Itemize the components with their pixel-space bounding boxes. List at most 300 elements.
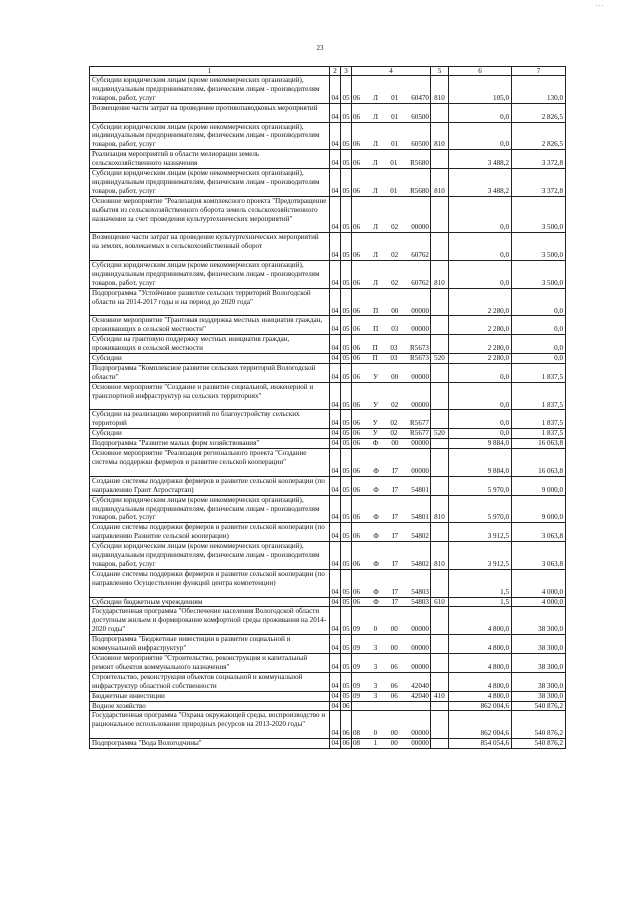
target-article-part: 0 bbox=[373, 625, 378, 634]
row-description: Создание системы поддержки фермеров и развитие сельской кооперации (по направлению Развитие сельской кооперации) bbox=[90, 523, 330, 542]
target-article-part: 06 bbox=[353, 112, 361, 121]
row-col2-code: 04 bbox=[330, 711, 341, 739]
table-row bbox=[90, 288, 566, 316]
table-row bbox=[90, 542, 566, 570]
row-col3-code: 05 bbox=[341, 363, 352, 382]
target-article-part: 06 bbox=[353, 513, 361, 522]
target-article-part: 06 bbox=[353, 354, 361, 363]
row-amount-col7: 2 826,5 bbox=[512, 122, 566, 150]
row-description: Основное мероприятие "Грантовая поддержка местных инициатив граждан, проживающих в сельской местности" bbox=[90, 316, 330, 335]
row-amount-col6: 0,0 bbox=[449, 103, 512, 122]
row-expense-type bbox=[431, 150, 449, 169]
row-target-article bbox=[352, 476, 431, 495]
target-article-part: I7 bbox=[392, 597, 399, 606]
target-article-part: 06 bbox=[353, 587, 361, 596]
row-expense-type: 810 bbox=[431, 261, 449, 289]
target-article-part: 00000 bbox=[411, 662, 429, 671]
target-article-parts bbox=[353, 560, 429, 569]
row-amount-col7: 1 837,5 bbox=[512, 382, 566, 410]
row-target-article bbox=[352, 739, 431, 749]
target-article-part: 02 bbox=[391, 278, 399, 287]
row-col2-code: 04 bbox=[331, 597, 339, 606]
row-col2-code: 04 bbox=[330, 653, 341, 672]
target-article-part: 06 bbox=[353, 186, 361, 195]
target-article-parts bbox=[353, 187, 429, 196]
row-amount-col6: 0,0 bbox=[449, 363, 512, 382]
target-article-part: 3 bbox=[373, 662, 378, 671]
table-row bbox=[90, 449, 566, 477]
target-article-part: 00 bbox=[390, 644, 398, 653]
row-amount-col6: 9 884,0 bbox=[449, 449, 512, 477]
row-amount-col7: 0,0 bbox=[512, 354, 566, 364]
target-article-parts bbox=[353, 682, 429, 691]
target-article-part: 08 bbox=[353, 739, 361, 748]
row-col3-code: 05 bbox=[341, 607, 352, 635]
target-article-part: У bbox=[373, 372, 379, 381]
row-expense-type bbox=[431, 335, 449, 354]
row-target-article bbox=[352, 233, 431, 261]
target-article-part: У bbox=[372, 429, 378, 438]
target-article-part: 06 bbox=[390, 662, 398, 671]
target-article-part: 06 bbox=[390, 691, 398, 700]
row-amount-col7: 0,0 bbox=[512, 288, 566, 316]
row-col3-code: 06 bbox=[342, 739, 350, 748]
target-article-parts bbox=[353, 419, 429, 428]
table-row bbox=[90, 597, 566, 607]
row-amount-col6: 105,0 bbox=[449, 76, 512, 104]
target-article-part: 06 bbox=[353, 400, 361, 409]
row-amount-col7: 38 300,0 bbox=[512, 635, 566, 654]
row-target-article bbox=[352, 607, 431, 635]
row-expense-type bbox=[431, 363, 449, 382]
target-article-part: П bbox=[373, 325, 379, 334]
row-description: Субсидии юридическим лицам (кроме некоммерческих организаций), индивидуальным предпринимателям, физическим лицам - производителям товаров, работ, услуг bbox=[90, 542, 330, 570]
target-article-parts bbox=[353, 588, 429, 597]
row-col2-code: 04 bbox=[331, 439, 339, 448]
row-target-article bbox=[352, 691, 431, 701]
target-article-part: Л bbox=[372, 159, 378, 168]
target-article-part: 06 bbox=[353, 439, 361, 448]
row-amount-col7: 3 063,8 bbox=[512, 523, 566, 542]
row-expense-type bbox=[431, 233, 449, 261]
target-article-part: 01 bbox=[391, 112, 399, 121]
target-article-part: Ф bbox=[373, 485, 379, 494]
target-article-part: Ф bbox=[373, 587, 379, 596]
row-description: Государственная программа "Охрана окружающей среды, воспроизводство и рациональное использование природных ресурсов на 2013-2020 годы" bbox=[90, 711, 330, 739]
row-col3-code: 05 bbox=[341, 150, 352, 169]
target-article-part: 09 bbox=[353, 691, 361, 700]
table-row bbox=[90, 363, 566, 382]
row-amount-col6: 0,0 bbox=[449, 410, 512, 429]
row-amount-col6: 0,0 bbox=[449, 382, 512, 410]
row-col2-code: 04 bbox=[330, 169, 341, 197]
row-description: Бюджетные инвестиции bbox=[90, 691, 330, 701]
target-article-part: 00000 bbox=[411, 223, 429, 232]
table-row bbox=[90, 103, 566, 122]
row-col3-code: 05 bbox=[341, 335, 352, 354]
target-article-part: У bbox=[373, 400, 379, 409]
row-description: Возмещение части затрат на проведение противопаводковых мероприятий bbox=[90, 103, 330, 122]
table-row bbox=[90, 635, 566, 654]
target-article-part: П bbox=[372, 344, 378, 353]
row-expense-type bbox=[431, 382, 449, 410]
row-col3-code: 05 bbox=[342, 597, 350, 606]
row-expense-type bbox=[431, 196, 449, 233]
target-article-part: 06 bbox=[353, 306, 361, 315]
row-col2-code: 04 bbox=[331, 354, 339, 363]
target-article-part: Ф bbox=[373, 559, 379, 568]
table-row bbox=[90, 701, 566, 711]
target-article-parts bbox=[353, 439, 429, 448]
target-article-parts bbox=[353, 401, 429, 410]
table-row bbox=[90, 711, 566, 739]
row-expense-type bbox=[431, 523, 449, 542]
target-article-part: R5677 bbox=[410, 429, 429, 438]
row-amount-col6: 862 004,6 bbox=[449, 711, 512, 739]
target-article-parts bbox=[353, 354, 429, 363]
row-amount-col7: 4 000,0 bbox=[512, 597, 566, 607]
row-expense-type: 810 bbox=[431, 542, 449, 570]
target-article-part: 3 bbox=[373, 644, 378, 653]
row-description: Субсидии юридическим лицам (кроме некоммерческих организаций), индивидуальным предпринимателям, физическим лицам - производителям товаров, работ, услуг bbox=[90, 261, 330, 289]
target-article-part: 06 bbox=[353, 344, 361, 353]
column-number-row bbox=[90, 67, 566, 76]
row-description: Субсидии бюджетным учреждениям bbox=[90, 597, 330, 607]
target-article-parts bbox=[353, 429, 429, 438]
row-target-article bbox=[352, 569, 431, 597]
target-article-part: Ф bbox=[373, 597, 379, 606]
target-article-parts bbox=[353, 159, 429, 168]
row-amount-col6: 2 280,0 bbox=[449, 288, 512, 316]
row-description: Субсидии bbox=[90, 354, 330, 364]
target-article-part: 09 bbox=[353, 625, 361, 634]
row-description: Субсидии на грантовую поддержку местных инициатив граждан, проживающих в сельской местности bbox=[90, 335, 330, 354]
row-expense-type bbox=[431, 607, 449, 635]
row-amount-col7: 3 372,8 bbox=[512, 169, 566, 197]
target-article-part: 00000 bbox=[411, 400, 429, 409]
table-row bbox=[90, 150, 566, 169]
row-target-article bbox=[352, 288, 431, 316]
row-amount-col7: 130,0 bbox=[512, 76, 566, 104]
row-description: Реализация мероприятий в области мелиорации земель сельскохозяйственного назначения bbox=[90, 150, 330, 169]
row-target-article bbox=[352, 410, 431, 429]
col-header-2: 2 bbox=[330, 67, 341, 76]
row-amount-col6: 4 800,0 bbox=[449, 635, 512, 654]
target-article-part: Ф bbox=[373, 532, 379, 541]
row-col3-code: 05 bbox=[341, 653, 352, 672]
target-article-parts bbox=[353, 325, 429, 334]
row-description: Возмещение части затрат на проведение культуртехнических мероприятий на землях, вовлекаемых в сельскохозяйственный оборот bbox=[90, 233, 330, 261]
table-row bbox=[90, 335, 566, 354]
row-target-article bbox=[352, 701, 431, 711]
page-number: 23 bbox=[316, 44, 324, 52]
row-description: Субсидии юридическим лицам (кроме некоммерческих организаций), индивидуальным предпринимателям, физическим лицам - производителям товаров, работ, услуг bbox=[90, 495, 330, 523]
target-article-part: Л bbox=[372, 186, 378, 195]
target-article-part: 09 bbox=[353, 644, 361, 653]
row-target-article bbox=[352, 672, 431, 691]
row-amount-col7: 38 300,0 bbox=[512, 607, 566, 635]
row-col3-code: 05 bbox=[341, 233, 352, 261]
row-expense-type: 810 bbox=[431, 122, 449, 150]
row-col3-code: 05 bbox=[341, 169, 352, 197]
corner-mark: . . . bbox=[596, 2, 604, 8]
row-description: Основное мероприятие "Реализация комплексного проекта "Предотвращение выбытия из сельскохозяйственного оборота земель сельскохозяйственного назначения за счет проведения культуртехнических мероприятий" bbox=[90, 196, 330, 233]
row-col2-code: 04 bbox=[330, 288, 341, 316]
target-article-part: 03 bbox=[391, 325, 399, 334]
row-target-article bbox=[352, 150, 431, 169]
row-expense-type bbox=[431, 476, 449, 495]
target-article-part: 09 bbox=[353, 681, 361, 690]
row-expense-type bbox=[431, 635, 449, 654]
target-article-part: I7 bbox=[392, 485, 399, 494]
row-description: Подпрограмма "Устойчивое развитие сельских территорий Вологодской области на 2014-2017 годы и на период до 2020 года" bbox=[90, 288, 330, 316]
row-col3-code: 05 bbox=[341, 569, 352, 597]
row-col2-code: 04 bbox=[331, 691, 339, 700]
row-target-article bbox=[352, 495, 431, 523]
target-article-part: Л bbox=[373, 223, 378, 232]
target-article-part: I7 bbox=[392, 532, 399, 541]
row-col2-code: 04 bbox=[330, 261, 341, 289]
table-row bbox=[90, 607, 566, 635]
target-article-parts bbox=[353, 373, 429, 382]
target-article-parts bbox=[353, 739, 429, 748]
row-amount-col6: 1,5 bbox=[449, 597, 512, 607]
target-article-part: 60762 bbox=[411, 251, 429, 260]
row-col2-code: 04 bbox=[330, 449, 341, 477]
target-article-part: 02 bbox=[391, 400, 399, 409]
target-article-parts bbox=[353, 486, 429, 495]
row-expense-type bbox=[431, 410, 449, 429]
row-amount-col7: 540 876,2 bbox=[512, 711, 566, 739]
row-col2-code: 04 bbox=[330, 672, 341, 691]
target-article-parts bbox=[353, 140, 429, 149]
row-amount-col7: 16 063,8 bbox=[512, 439, 566, 449]
row-expense-type bbox=[431, 439, 449, 449]
target-article-part: 06 bbox=[353, 485, 361, 494]
target-article-parts bbox=[353, 663, 429, 672]
row-col3-code: 05 bbox=[342, 429, 350, 438]
row-col2-code: 04 bbox=[331, 739, 339, 748]
target-article-parts bbox=[353, 692, 429, 701]
target-article-part: 06 bbox=[353, 325, 361, 334]
row-description: Подпрограмма "Развитие малых форм хозяйствования" bbox=[90, 439, 330, 449]
table-row bbox=[90, 569, 566, 597]
row-target-article bbox=[352, 382, 431, 410]
row-amount-col7: 3 500,0 bbox=[512, 261, 566, 289]
row-col3-code: 05 bbox=[341, 103, 352, 122]
row-target-article bbox=[352, 635, 431, 654]
table-row bbox=[90, 691, 566, 701]
table-row bbox=[90, 382, 566, 410]
target-article-parts bbox=[353, 113, 429, 122]
row-expense-type bbox=[431, 316, 449, 335]
row-amount-col7: 9 000,0 bbox=[512, 495, 566, 523]
row-col3-code: 05 bbox=[342, 354, 350, 363]
target-article-part: 01 bbox=[390, 159, 398, 168]
row-col3-code: 05 bbox=[341, 122, 352, 150]
row-amount-col6: 854 054,6 bbox=[449, 739, 512, 749]
row-col3-code: 05 bbox=[342, 691, 350, 700]
table-row bbox=[90, 495, 566, 523]
target-article-part: 06 bbox=[353, 251, 361, 260]
row-amount-col6: 4 800,0 bbox=[449, 672, 512, 691]
row-target-article bbox=[352, 597, 431, 607]
row-col2-code: 04 bbox=[330, 150, 341, 169]
row-amount-col7: 3 500,0 bbox=[512, 233, 566, 261]
row-amount-col7: 3 372,8 bbox=[512, 150, 566, 169]
row-col2-code: 04 bbox=[330, 635, 341, 654]
row-description: Водное хозяйство bbox=[90, 701, 330, 711]
row-amount-col7: 0,0 bbox=[512, 335, 566, 354]
row-col3-code: 05 bbox=[341, 410, 352, 429]
target-article-part: 06 bbox=[353, 159, 361, 168]
row-description: Подпрограмма "Вода Вологодчины" bbox=[90, 739, 330, 749]
col-header-1: 1 bbox=[90, 67, 330, 76]
row-expense-type: 410 bbox=[431, 691, 449, 701]
target-article-part: 00 bbox=[390, 729, 398, 738]
row-description: Основное мероприятие "Создание и развитие социальной, инженерной и транспортной инфраструктур на сельских территориях" bbox=[90, 382, 330, 410]
row-col2-code: 04 bbox=[330, 335, 341, 354]
target-article-part: 42040 bbox=[411, 691, 429, 700]
row-description: Государственная программа "Обеспечение населения Вологодской области доступным жильем и формирование комфортной среды проживания на 2014-2020 годы" bbox=[90, 607, 330, 635]
row-amount-col6: 5 970,0 bbox=[449, 476, 512, 495]
row-col2-code: 04 bbox=[330, 382, 341, 410]
row-description: Создание системы поддержки фермеров и развитие сельской кооперации (по направлению Грант Агростартап) bbox=[90, 476, 330, 495]
row-target-article bbox=[352, 429, 431, 439]
row-target-article bbox=[352, 103, 431, 122]
target-article-part: I7 bbox=[392, 559, 399, 568]
row-amount-col7: 4 000,0 bbox=[512, 569, 566, 597]
target-article-part: R5673 bbox=[410, 344, 429, 353]
target-article-part: 00000 bbox=[411, 625, 429, 634]
target-article-part: 00000 bbox=[411, 372, 429, 381]
target-article-part: 06 bbox=[353, 93, 361, 102]
row-description: Субсидии юридическим лицам (кроме некоммерческих организаций), индивидуальным предпринимателям, физическим лицам - производителям товаров, работ, услуг bbox=[90, 76, 330, 104]
target-article-part: 60500 bbox=[411, 140, 429, 149]
table-row bbox=[90, 233, 566, 261]
target-article-part: 01 bbox=[390, 186, 398, 195]
row-description: Создание системы поддержки фермеров и развитие сельской кооперации (по направлению Осуществление функций центра компетенции) bbox=[90, 569, 330, 597]
target-article-part: 01 bbox=[391, 140, 399, 149]
target-article-part: 54802 bbox=[411, 559, 429, 568]
row-amount-col6: 4 800,0 bbox=[449, 691, 512, 701]
target-article-part: 00 bbox=[390, 739, 398, 748]
target-article-part: 00000 bbox=[411, 325, 429, 334]
row-amount-col7: 0,0 bbox=[512, 316, 566, 335]
row-expense-type bbox=[431, 701, 449, 711]
row-col3-code: 05 bbox=[341, 449, 352, 477]
row-description: Подпрограмма "Комплексное развитие сельских территорий Вологодской области" bbox=[90, 363, 330, 382]
target-article-part: R5677 bbox=[410, 419, 429, 428]
target-article-part: 06 bbox=[353, 419, 361, 428]
target-article-part: 54801 bbox=[411, 485, 429, 494]
target-article-part: 3 bbox=[373, 691, 378, 700]
row-amount-col7: 1 837,5 bbox=[512, 429, 566, 439]
target-article-part: Л bbox=[373, 112, 378, 121]
row-amount-col6: 3 488,2 bbox=[449, 169, 512, 197]
row-col3-code: 05 bbox=[341, 382, 352, 410]
row-amount-col6: 5 970,0 bbox=[449, 495, 512, 523]
row-amount-col7: 3 500,0 bbox=[512, 196, 566, 233]
target-article-part: 09 bbox=[353, 662, 361, 671]
col-header-3: 3 bbox=[341, 67, 352, 76]
target-article-part: 42040 bbox=[411, 681, 429, 690]
row-amount-col6: 3 912,5 bbox=[449, 542, 512, 570]
target-article-part: 3 bbox=[373, 681, 378, 690]
target-article-part: 00 bbox=[390, 625, 398, 634]
target-article-part: 03 bbox=[390, 344, 398, 353]
row-target-article bbox=[352, 335, 431, 354]
target-article-part: У bbox=[372, 419, 378, 428]
row-col3-code: 05 bbox=[341, 288, 352, 316]
row-amount-col7: 540 876,2 bbox=[512, 701, 566, 711]
row-col3-code: 05 bbox=[341, 542, 352, 570]
row-col2-code: 04 bbox=[330, 569, 341, 597]
row-col3-code: 06 bbox=[342, 701, 350, 710]
row-col2-code: 04 bbox=[330, 542, 341, 570]
table-row bbox=[90, 410, 566, 429]
target-article-part: R5680 bbox=[410, 159, 429, 168]
target-article-part: R5680 bbox=[410, 186, 429, 195]
row-expense-type: 610 bbox=[431, 597, 449, 607]
target-article-part: 02 bbox=[390, 429, 398, 438]
row-col3-code: 06 bbox=[341, 711, 352, 739]
row-target-article bbox=[352, 542, 431, 570]
row-col2-code: 04 bbox=[330, 122, 341, 150]
row-target-article bbox=[352, 354, 431, 364]
target-article-parts bbox=[353, 644, 429, 653]
target-article-part: 0 bbox=[373, 729, 378, 738]
col-header-7: 7 bbox=[512, 67, 566, 76]
target-article-part: 06 bbox=[353, 140, 361, 149]
target-article-part: 02 bbox=[390, 419, 398, 428]
row-col2-code: 04 bbox=[330, 410, 341, 429]
row-description: Основное мероприятие "Реализация регионального проекта "Создание системы поддержки фермеров и развитие сельской кооперации" bbox=[90, 449, 330, 477]
row-target-article bbox=[352, 363, 431, 382]
row-amount-col6: 4 800,0 bbox=[449, 607, 512, 635]
row-target-article bbox=[352, 449, 431, 477]
row-amount-col6: 2 280,0 bbox=[449, 354, 512, 364]
row-target-article bbox=[352, 316, 431, 335]
row-amount-col6: 0,0 bbox=[449, 122, 512, 150]
target-article-part: R5673 bbox=[410, 354, 429, 363]
table-row bbox=[90, 523, 566, 542]
target-article-parts bbox=[353, 467, 429, 476]
target-article-parts bbox=[353, 279, 429, 288]
target-article-parts bbox=[353, 344, 429, 353]
target-article-parts bbox=[353, 625, 429, 634]
row-expense-type bbox=[431, 103, 449, 122]
target-article-part: Л bbox=[373, 140, 378, 149]
target-article-part: Л bbox=[373, 93, 378, 102]
row-expense-type: 810 bbox=[431, 169, 449, 197]
row-amount-col7: 9 000,0 bbox=[512, 476, 566, 495]
target-article-part: 06 bbox=[353, 278, 361, 287]
table-row bbox=[90, 76, 566, 104]
target-article-part: 03 bbox=[390, 354, 398, 363]
target-article-part: Л bbox=[373, 251, 378, 260]
row-amount-col6: 2 280,0 bbox=[449, 316, 512, 335]
row-amount-col6: 4 800,0 bbox=[449, 653, 512, 672]
row-col2-code: 04 bbox=[330, 476, 341, 495]
row-col2-code: 04 bbox=[330, 196, 341, 233]
table-row bbox=[90, 439, 566, 449]
target-article-part: 1 bbox=[373, 739, 378, 748]
target-article-part: I7 bbox=[392, 513, 399, 522]
row-expense-type bbox=[431, 672, 449, 691]
row-amount-col6: 862 004,6 bbox=[449, 701, 512, 711]
row-amount-col7: 38 300,0 bbox=[512, 691, 566, 701]
